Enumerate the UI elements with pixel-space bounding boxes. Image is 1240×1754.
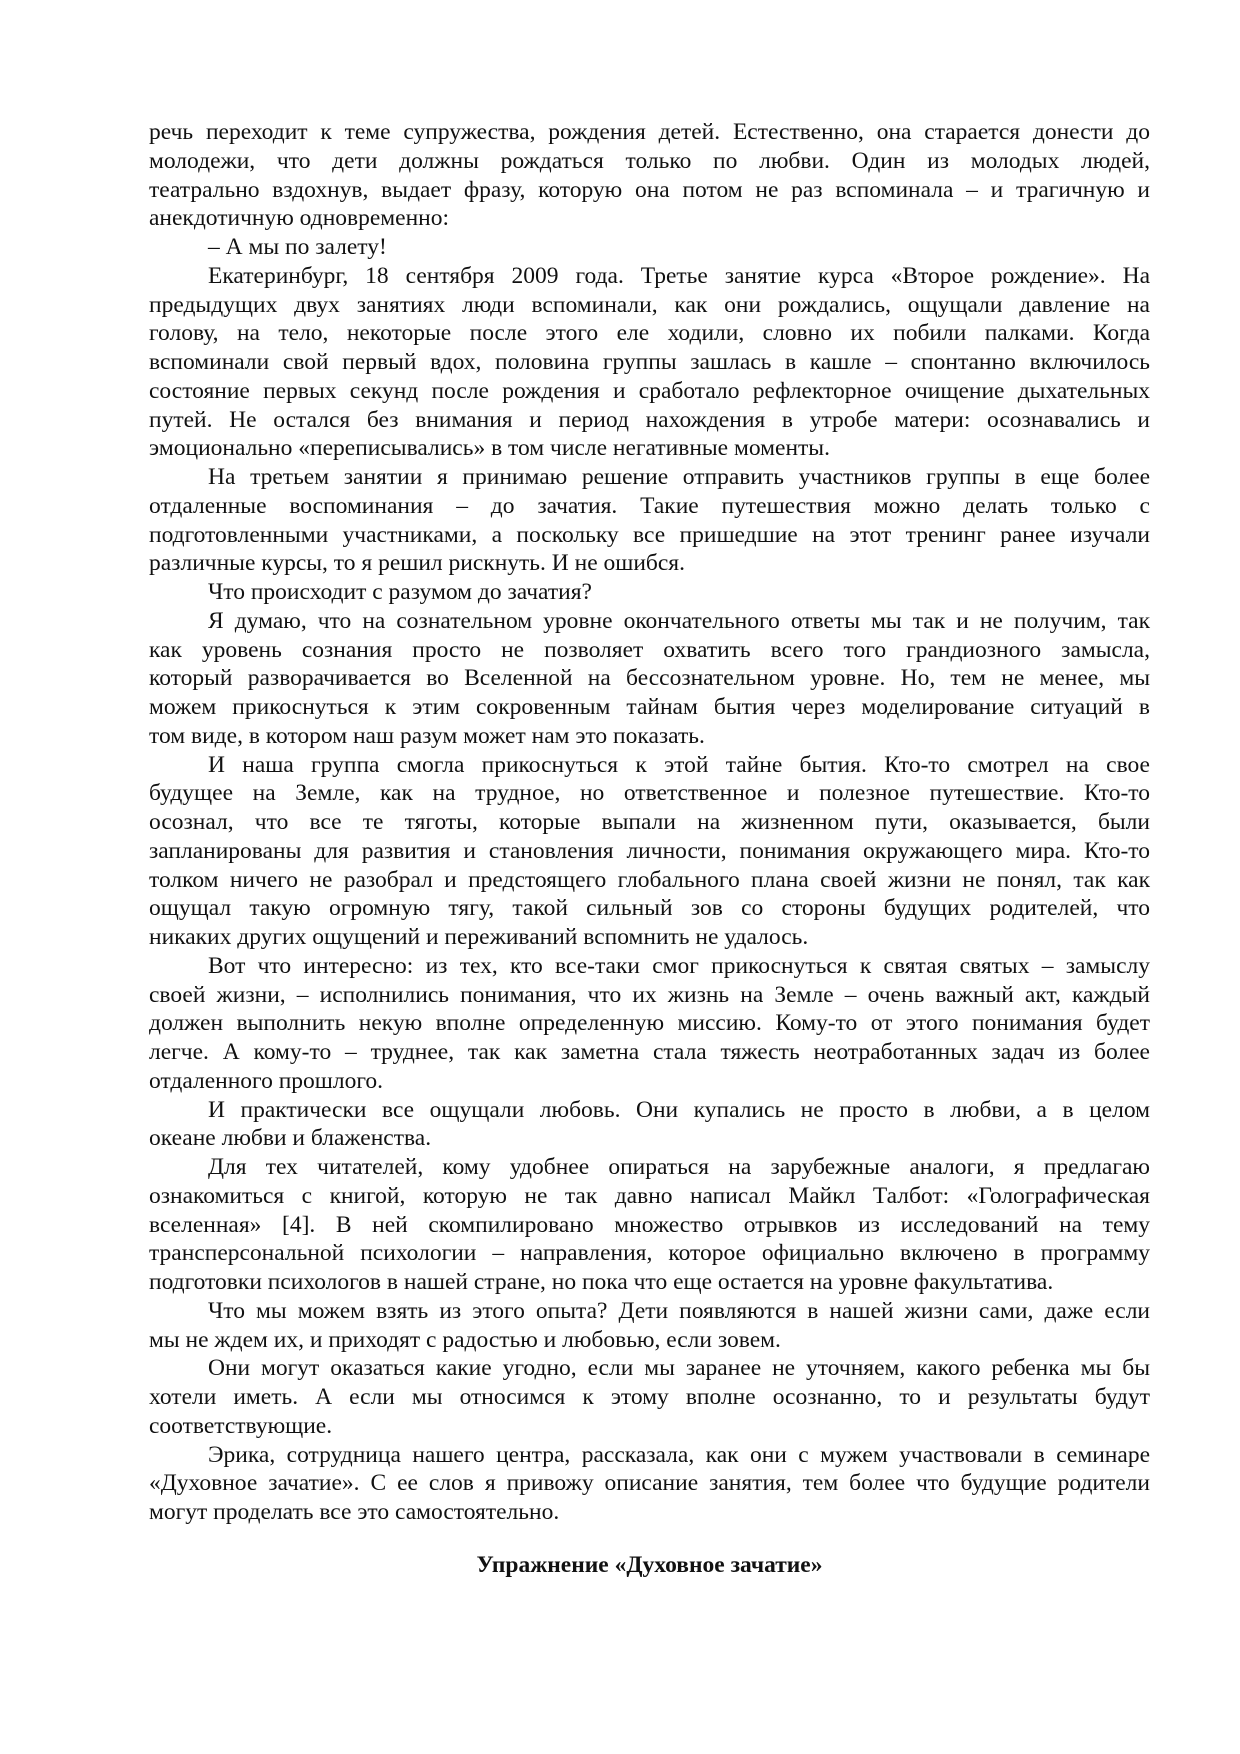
text-line: отдаленного прошлого.	[149, 1067, 384, 1094]
text-line: осознал, что все те тяготы, которые выпали на жизненном пути, оказывается, были	[149, 809, 1150, 835]
paragraph	[149, 1096, 1150, 1154]
text-line: Для тех читателей, кому удобнее опираться на зарубежные аналоги, я предлагаю	[208, 1154, 1150, 1180]
text-line: И практически все ощущали любовь. Они купались не просто в любви, а в целом	[208, 1096, 1150, 1123]
section-heading: Упражнение «Духовное зачатие»	[476, 1552, 823, 1578]
text-line: Что мы можем взять из этого опыта? Дети появляются в нашей жизни сами, даже если	[208, 1297, 1150, 1324]
paragraph	[149, 1441, 1150, 1527]
paragraph	[149, 1354, 1150, 1440]
text-line: который разворачивается во Вселенной на бессознательном уровне. Но, тем не менее, мы	[149, 665, 1150, 692]
text-line: том виде, в котором наш разум может нам это показать.	[149, 722, 705, 749]
text-line: путей. Не остался без внимания и период нахождения в утробе матери: осознавались и	[149, 406, 1150, 433]
paragraph	[149, 118, 1150, 233]
text-line: можем прикоснуться к этим сокровенным тайнам бытия через моделирование ситуаций в	[149, 694, 1150, 720]
paragraph	[149, 578, 1150, 607]
paragraph	[149, 751, 1150, 952]
text-line: речь переходит к теме супружества, рождения детей. Естественно, она старается донести до	[149, 119, 1150, 145]
text-line: соответствующие.	[149, 1412, 333, 1439]
text-line: Эрика, сотрудница нашего центра, рассказала, как они с мужем участвовали в семинаре	[208, 1441, 1150, 1468]
paragraph	[149, 952, 1150, 1096]
text-line: Что происходит с разумом до зачатия?	[208, 579, 592, 605]
text-line: как уровень сознания просто не позволяет охватить всего того грандиозного замысла,	[149, 636, 1150, 663]
text-line: театрально вздохнув, выдает фразу, которую она потом не раз вспоминала – и трагичную и	[149, 176, 1150, 203]
text-line: различные курсы, то я решил рискнуть. И не ошибся.	[149, 550, 685, 577]
document-body	[149, 118, 1150, 1527]
text-line: Они могут оказаться какие угодно, если мы заранее не уточняем, какого ребенка мы бы	[208, 1355, 1150, 1382]
text-line: – А мы по залету!	[208, 234, 387, 260]
text-line: подготовки психологов в нашей стране, но пока что еще остается на уровне факультатива.	[149, 1269, 1054, 1295]
text-line: предыдущих двух занятиях люди вспоминали, как они рождались, ощущали давление на	[149, 291, 1150, 318]
text-line: трансперсональной психологии – направления, которое официально включено в программу	[149, 1240, 1150, 1267]
text-line: анекдотичную одновременно:	[149, 205, 450, 232]
text-line: На третьем занятии я принимаю решение отправить участников группы в еще более	[208, 464, 1150, 490]
text-line: легче. А кому-то – труднее, так как заметна стала тяжесть неотработанных задач из более	[149, 1039, 1150, 1065]
text-line: мы не ждем их, и приходят с радостью и любовью, если зовем.	[149, 1326, 781, 1353]
text-line: вспоминали свой первый вдох, половина группы зашлась в кашле – спонтанно включилось	[149, 349, 1150, 375]
text-line: ощущал такую огромную тягу, такой сильный зов со стороны будущих родителей, что	[149, 895, 1150, 922]
text-line: должен выполнить некую вполне определенную миссию. Кому-то от этого понимания будет	[149, 1010, 1150, 1037]
text-line: хотели иметь. А если мы относимся к этому вполне осознанно, то и результаты будут	[149, 1384, 1150, 1410]
text-line: своей жизни, – исполнились понимания, что их жизнь на Земле – очень важный акт, каждый	[149, 981, 1150, 1008]
text-line: Я думаю, что на сознательном уровне окончательного ответы мы так и не получим, так	[208, 607, 1150, 634]
text-line: океане любви и блаженства.	[149, 1125, 432, 1152]
text-line: молодежи, что дети должны рождаться только по любви. Один из молодых людей,	[149, 147, 1150, 174]
text-line: эмоционально «переписывались» в том числе негативные моменты.	[149, 435, 830, 462]
paragraph	[149, 1153, 1150, 1297]
text-line: Вот что интересно: из тех, кто все-таки смог прикоснуться к святая святых – замыслу	[208, 952, 1150, 979]
text-line: И наша группа смогла прикоснуться к этой тайне бытия. Кто-то смотрел на свое	[208, 751, 1150, 778]
text-line: никаких других ощущений и переживаний вспомнить не удалось.	[149, 924, 809, 950]
text-line: голову, на тело, некоторые после этого еле ходили, словно их побили палками. Когда	[149, 320, 1150, 347]
paragraph	[149, 1297, 1150, 1355]
text-line: вселенная» [4]. В ней скомпилировано множество отрывков из исследований на тему	[149, 1211, 1150, 1238]
text-line: Екатеринбург, 18 сентября 2009 года. Третье занятие курса «Второе рождение». На	[208, 262, 1150, 289]
text-line: состояние первых секунд после рождения и сработало рефлекторное очищение дыхательных	[149, 377, 1150, 404]
paragraph	[149, 233, 1150, 262]
paragraph	[149, 463, 1150, 578]
text-line: ознакомиться с книгой, которую не так давно написал Майкл Талбот: «Голографическая	[149, 1182, 1150, 1209]
text-line: толком ничего не разобрал и предстоящего глобального плана своей жизни не понял, так как	[149, 866, 1150, 893]
text-line: запланированы для развития и становления личности, понимания окружающего мира. Кто-то	[149, 837, 1150, 864]
text-line: будущее на Земле, как на трудное, но ответственное и полезное путешествие. Кто-то	[149, 780, 1150, 807]
text-line: отдаленные воспоминания – до зачатия. Такие путешествия можно делать только с	[149, 492, 1150, 519]
paragraph	[149, 607, 1150, 751]
text-line: могут проделать все это самостоятельно.	[149, 1499, 560, 1525]
paragraph	[149, 262, 1150, 463]
text-line: подготовленными участниками, а поскольку все пришедшие на этот тренинг ранее изучали	[149, 521, 1150, 548]
text-line: «Духовное зачатие». С ее слов я привожу описание занятия, тем более что будущие родители	[149, 1470, 1150, 1497]
